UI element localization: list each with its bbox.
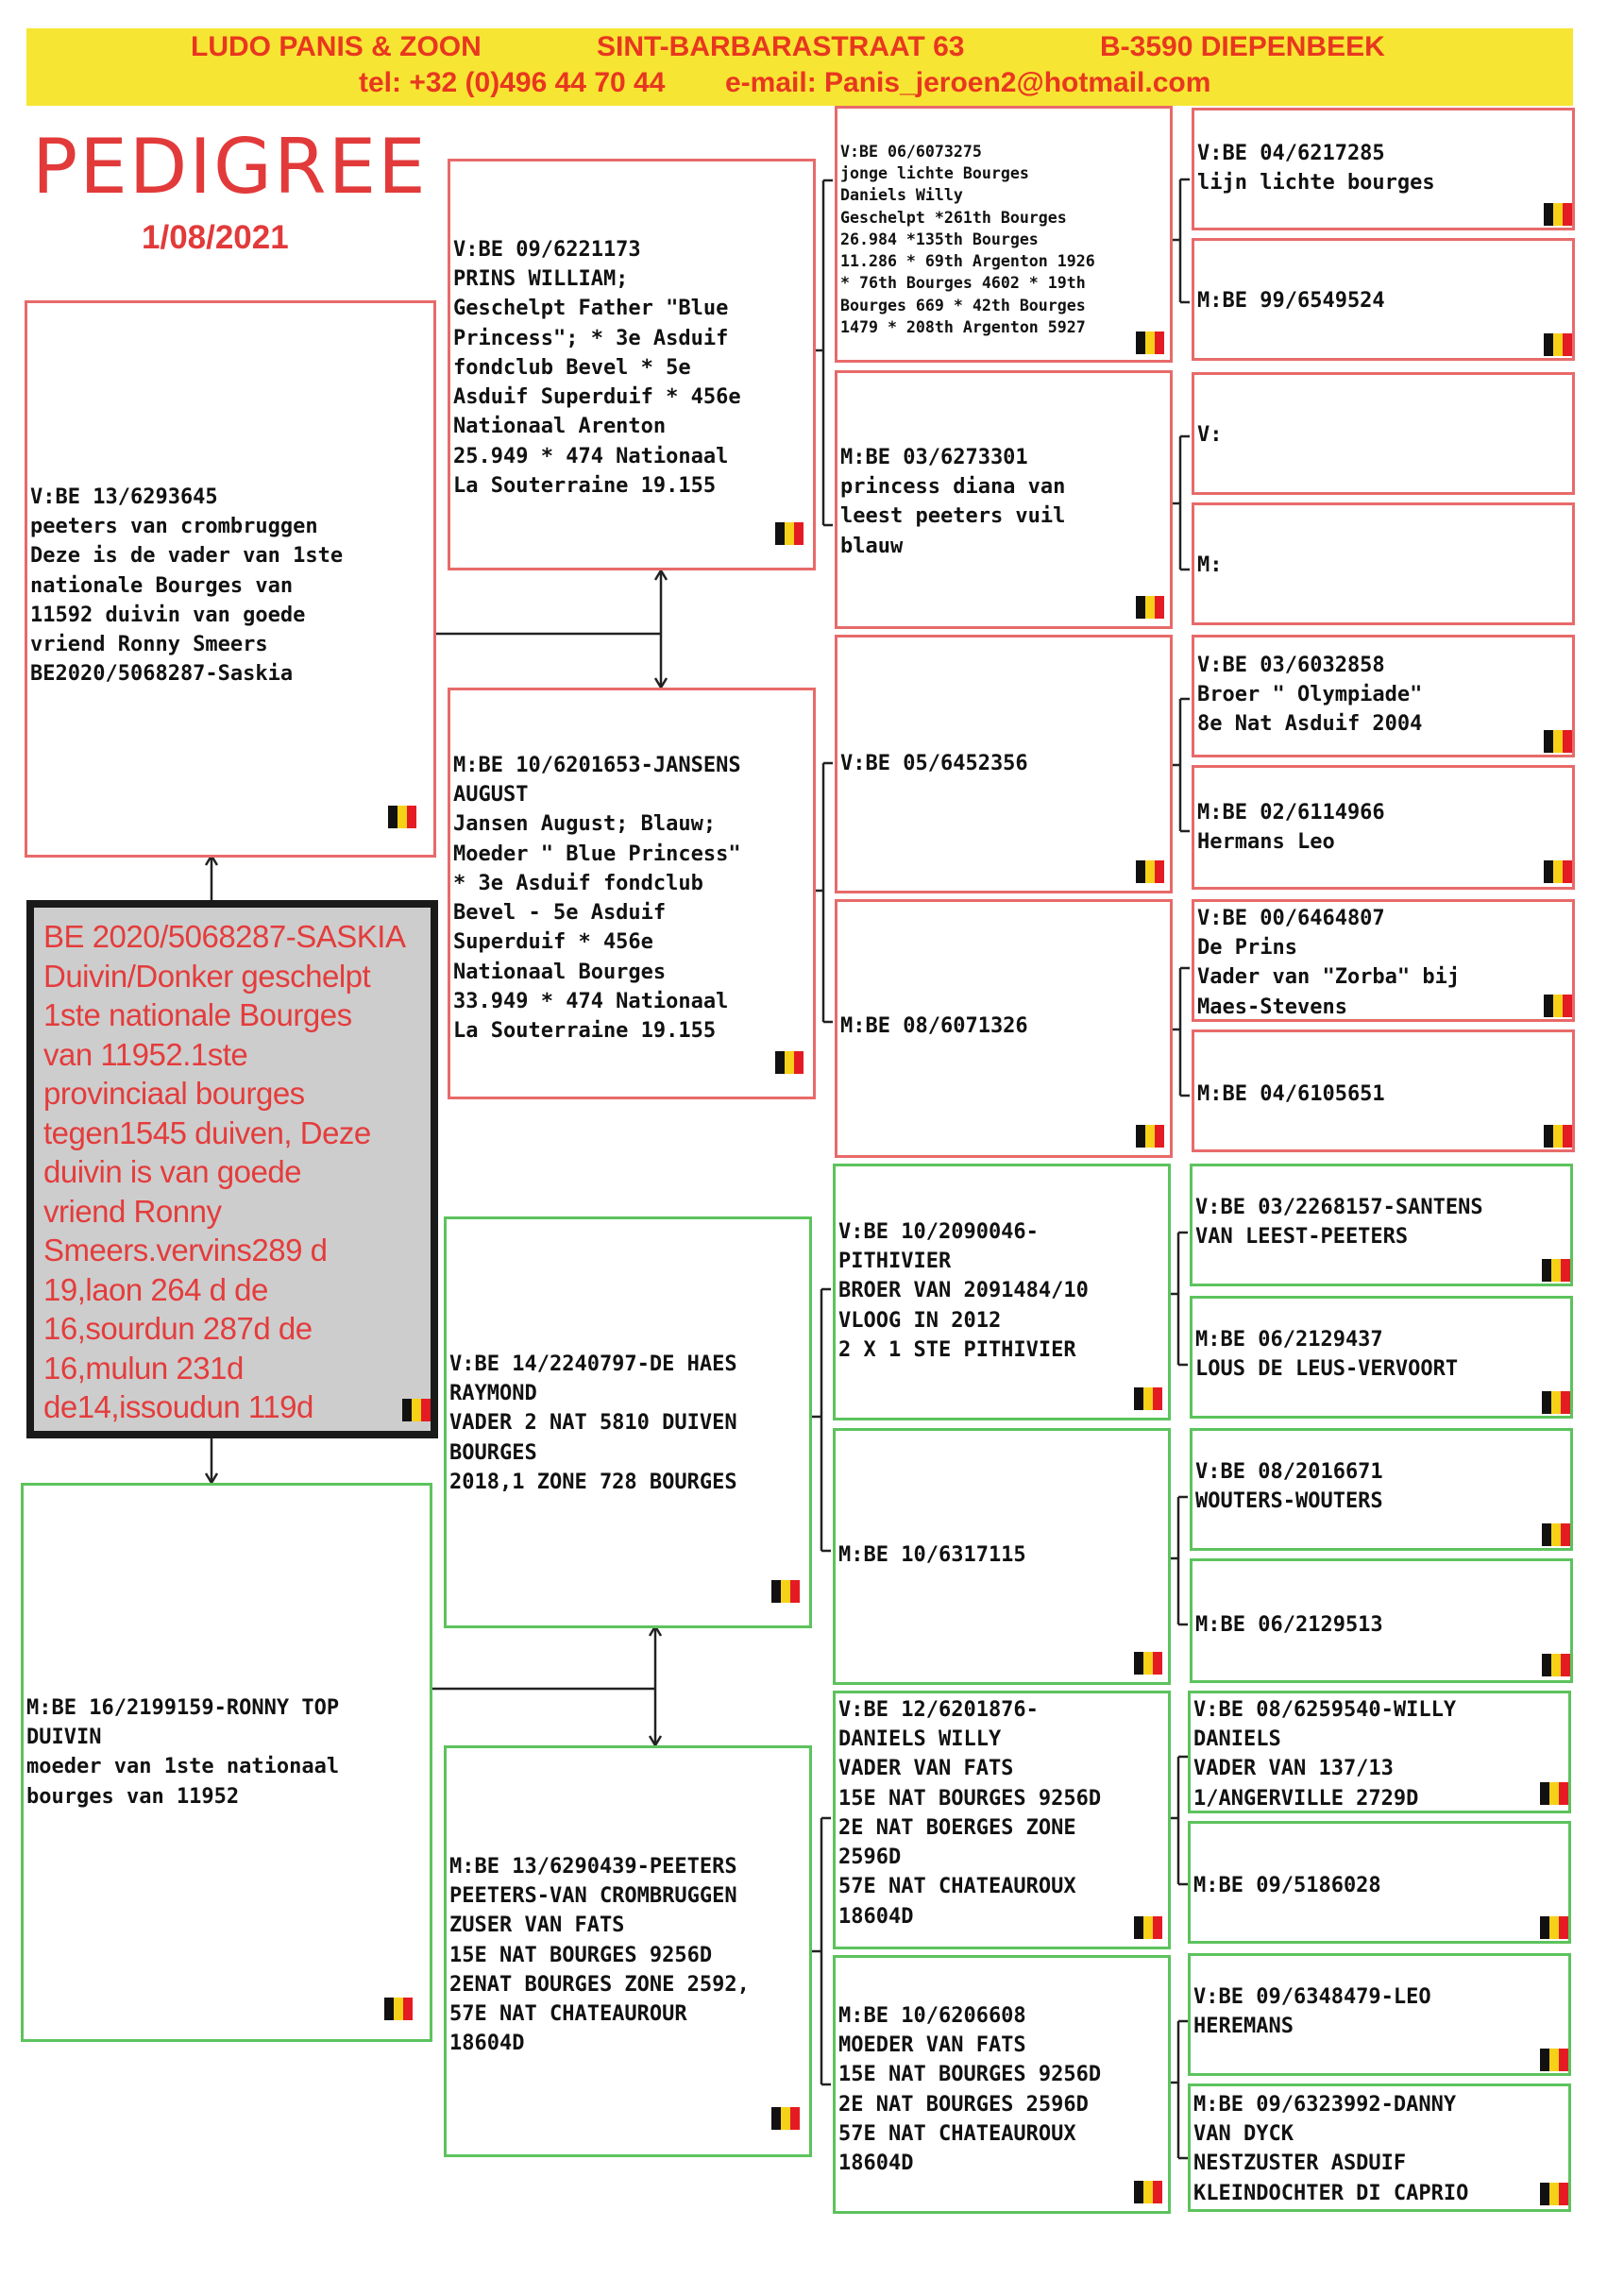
belgium-flag-icon bbox=[1542, 859, 1574, 885]
gen3-text-7: V:BE 12/6201876- DANIELS WILLY VADER VAN FATS 15E NAT BOURGES 9256D 2E NAT BOERGES ZONE 2596D 57E NAT CHATEAUROUX 18604D bbox=[838, 1698, 1102, 1929]
page-title: PEDIGREE bbox=[32, 123, 428, 211]
gen4-box-5 bbox=[1192, 635, 1575, 757]
belgium-flag-icon bbox=[773, 1049, 805, 1076]
gen4-box-11 bbox=[1190, 1428, 1573, 1551]
gen3-box-5 bbox=[833, 1164, 1171, 1420]
gen4-text-16: M:BE 09/6323992-DANNY VAN DYCK NESTZUSTER ASDUIF KLEINDOCHTER DI CAPRIO bbox=[1193, 2093, 1469, 2205]
gen4-box-4 bbox=[1192, 502, 1575, 625]
gen4-box-14 bbox=[1188, 1821, 1571, 1944]
gen4-box-1 bbox=[1192, 108, 1575, 230]
belgium-flag-icon bbox=[1542, 1123, 1574, 1149]
gen4-box-3 bbox=[1192, 372, 1575, 495]
gen4-text-5: V:BE 03/6032858 Broer " Olympiade" 8e Nat Asduif 2004 bbox=[1197, 654, 1423, 737]
gen4-text-6: M:BE 02/6114966 Hermans Leo bbox=[1197, 801, 1385, 855]
gen3-text-3: V:BE 05/6452356 bbox=[840, 752, 1028, 775]
gen4-text-2: M:BE 99/6549524 bbox=[1197, 289, 1385, 313]
breeder-email: e-mail: Panis_jeroen2@hotmail.com bbox=[725, 67, 1211, 98]
granddam-maternal-text: M:BE 13/6290439-PEETERS PEETERS-VAN CROMBRUGGEN ZUSER VAN FATS 15E NAT BOURGES 9256D 2ENAT BOURGES ZONE 2592, 57E NAT CHATEAUROUR 18604D bbox=[449, 1855, 750, 2056]
gen4-text-1: V:BE 04/6217285 lijn lichte bourges bbox=[1197, 142, 1435, 196]
gen3-box-7 bbox=[833, 1691, 1171, 1949]
gen4-text-10: M:BE 06/2129437 LOUS DE LEUS-VERVOORT bbox=[1195, 1328, 1459, 1382]
breeder-phone: tel: +32 (0)496 44 70 44 bbox=[359, 67, 666, 98]
gen4-box-7 bbox=[1192, 899, 1575, 1022]
belgium-flag-icon bbox=[1542, 728, 1574, 755]
gen4-text-9: V:BE 03/2268157-SANTENS VAN LEEST-PEETERS bbox=[1195, 1196, 1483, 1250]
gen4-box-10 bbox=[1190, 1296, 1573, 1419]
belgium-flag-icon bbox=[1132, 1914, 1164, 1941]
gen4-box-9 bbox=[1190, 1164, 1573, 1286]
breeder-street: SINT-BARBARASTRAAT 63 bbox=[597, 31, 965, 62]
pedigree-date: 1/08/2021 bbox=[142, 219, 289, 256]
gen4-box-6 bbox=[1192, 765, 1575, 890]
belgium-flag-icon bbox=[1132, 2179, 1164, 2205]
granddam-paternal-box bbox=[448, 688, 816, 1099]
belgium-flag-icon bbox=[1538, 2181, 1570, 2207]
belgium-flag-icon bbox=[1542, 993, 1574, 1019]
subject-text: BE 2020/5068287-SASKIA Duivin/Donker geschelpt 1ste nationale Bourges van 11952.1ste provinciaal bourges tegen1545 duiven, Deze duivin is van goede vriend Ronny Smeers.vervins289 d 19,laon 264 d de 16,sourdun 287d de 16,mulun 231d de14,issoudun 119d bbox=[43, 919, 406, 1424]
belgium-flag-icon bbox=[400, 1397, 432, 1423]
grandsire-paternal-box bbox=[448, 159, 816, 570]
granddam-paternal-text: M:BE 10/6201653-JANSENS AUGUST Jansen August; Blauw; Moeder " Blue Princess" * 3e Asduif fondclub Bevel - 5e Asduif Superduif * 456e Nationaal Bourges 33.949 * 474 Nationaal La Souterraine 19.155 bbox=[453, 754, 741, 1044]
sire-text: V:BE 13/6293645 peeters van crombruggen Deze is de vader van 1ste nationale Bourges van 11592 duivin van goede vriend Ronny Smeers BE2020/5068287-Saskia bbox=[30, 485, 344, 687]
belgium-flag-icon bbox=[1134, 594, 1166, 621]
gen4-text-13: V:BE 08/6259540-WILLY DANIELS VADER VAN 137/13 1/ANGERVILLE 2729D bbox=[1193, 1698, 1457, 1811]
gen3-box-2 bbox=[835, 370, 1173, 629]
belgium-flag-icon bbox=[1538, 1914, 1570, 1941]
belgium-flag-icon bbox=[1542, 332, 1574, 358]
gen4-box-2 bbox=[1192, 238, 1575, 361]
gen3-text-5: V:BE 10/2090046- PITHIVIER BROER VAN 2091484/10 VLOOG IN 2012 2 X 1 STE PITHIVIER bbox=[838, 1220, 1089, 1362]
belgium-flag-icon bbox=[1538, 2047, 1570, 2073]
gen3-text-4: M:BE 08/6071326 bbox=[840, 1014, 1028, 1038]
belgium-flag-icon bbox=[770, 2105, 802, 2132]
gen4-box-8 bbox=[1192, 1029, 1575, 1152]
belgium-flag-icon bbox=[1134, 330, 1166, 356]
gen4-text-14: M:BE 09/5186028 bbox=[1193, 1874, 1381, 1897]
gen3-box-6 bbox=[833, 1428, 1171, 1685]
gen4-box-12 bbox=[1190, 1558, 1573, 1683]
gen4-box-15 bbox=[1188, 1953, 1571, 2076]
belgium-flag-icon bbox=[773, 520, 805, 547]
gen3-text-8: M:BE 10/6206608 MOEDER VAN FATS 15E NAT BOURGES 9256D 2E NAT BOURGES 2596D 57E NAT CHATEAUROUX 18604D bbox=[838, 2004, 1102, 2176]
gen3-box-1 bbox=[835, 106, 1173, 363]
gen4-box-13 bbox=[1188, 1691, 1571, 1813]
belgium-flag-icon bbox=[770, 1578, 802, 1605]
breeder-city: B-3590 DIEPENBEEK bbox=[1100, 31, 1385, 62]
belgium-flag-icon bbox=[382, 1996, 414, 2022]
gen4-text-4: M: bbox=[1197, 553, 1223, 577]
belgium-flag-icon bbox=[1538, 1780, 1570, 1807]
belgium-flag-icon bbox=[1540, 1652, 1572, 1678]
sire-box bbox=[25, 300, 436, 858]
gen3-text-1: V:BE 06/6073275 jonge lichte Bourges Daniels Willy Geschelpt *261th Bourges 26.984 *135th Bourges 11.286 * 69th Argenton 1926 * 76th Bourges 4602 * 19th Bourges 669 * 42th Bourges 1479 * 208th Argenton 5927 bbox=[840, 143, 1095, 336]
gen3-box-3 bbox=[835, 635, 1173, 893]
grandsire-maternal-text: V:BE 14/2240797-DE HAES RAYMOND VADER 2 NAT 5810 DUIVEN BOURGES 2018,1 ZONE 728 BOURGES bbox=[449, 1352, 737, 1494]
gen4-text-12: M:BE 06/2129513 bbox=[1195, 1613, 1383, 1637]
belgium-flag-icon bbox=[1134, 1123, 1166, 1149]
belgium-flag-icon bbox=[1540, 1522, 1572, 1548]
breeder-name: LUDO PANIS & ZOON bbox=[191, 31, 482, 62]
gen4-text-15: V:BE 09/6348479-LEO HEREMANS bbox=[1193, 1985, 1431, 2039]
gen3-box-8 bbox=[833, 1955, 1171, 2214]
gen3-text-6: M:BE 10/6317115 bbox=[838, 1543, 1026, 1567]
subject-box bbox=[26, 900, 438, 1438]
belgium-flag-icon bbox=[1540, 1389, 1572, 1416]
gen4-text-11: V:BE 08/2016671 WOUTERS-WOUTERS bbox=[1195, 1460, 1383, 1514]
belgium-flag-icon bbox=[1132, 1386, 1164, 1412]
gen4-text-8: M:BE 04/6105651 bbox=[1197, 1082, 1385, 1106]
gen4-text-7: V:BE 00/6464807 De Prins Vader van "Zorba" bij Maes-Stevens bbox=[1197, 907, 1461, 1019]
gen4-box-16 bbox=[1188, 2083, 1571, 2212]
dam-box bbox=[21, 1483, 432, 2042]
belgium-flag-icon bbox=[1132, 1650, 1164, 1676]
grandsire-paternal-text: V:BE 09/6221173 PRINS WILLIAM; Geschelpt Father "Blue Princess"; * 3e Asduif fondclub Bevel * 5e Asduif Superduif * 456e Nationaal Arenton 25.949 * 474 Nationaal La Souterraine 19.155 bbox=[453, 238, 741, 498]
belgium-flag-icon bbox=[1540, 1257, 1572, 1284]
dam-text: M:BE 16/2199159-RONNY TOP DUIVIN moeder van 1ste nationaal bourges van 11952 bbox=[26, 1696, 340, 1809]
belgium-flag-icon bbox=[1134, 859, 1166, 885]
gen4-text-3: V: bbox=[1197, 423, 1223, 447]
gen3-box-4 bbox=[835, 899, 1173, 1158]
grandsire-maternal-box bbox=[444, 1216, 812, 1628]
belgium-flag-icon bbox=[1542, 201, 1574, 228]
gen3-text-2: M:BE 03/6273301 princess diana van leest peeters vuil blauw bbox=[840, 446, 1066, 558]
belgium-flag-icon bbox=[386, 804, 418, 830]
granddam-maternal-box bbox=[444, 1745, 812, 2157]
